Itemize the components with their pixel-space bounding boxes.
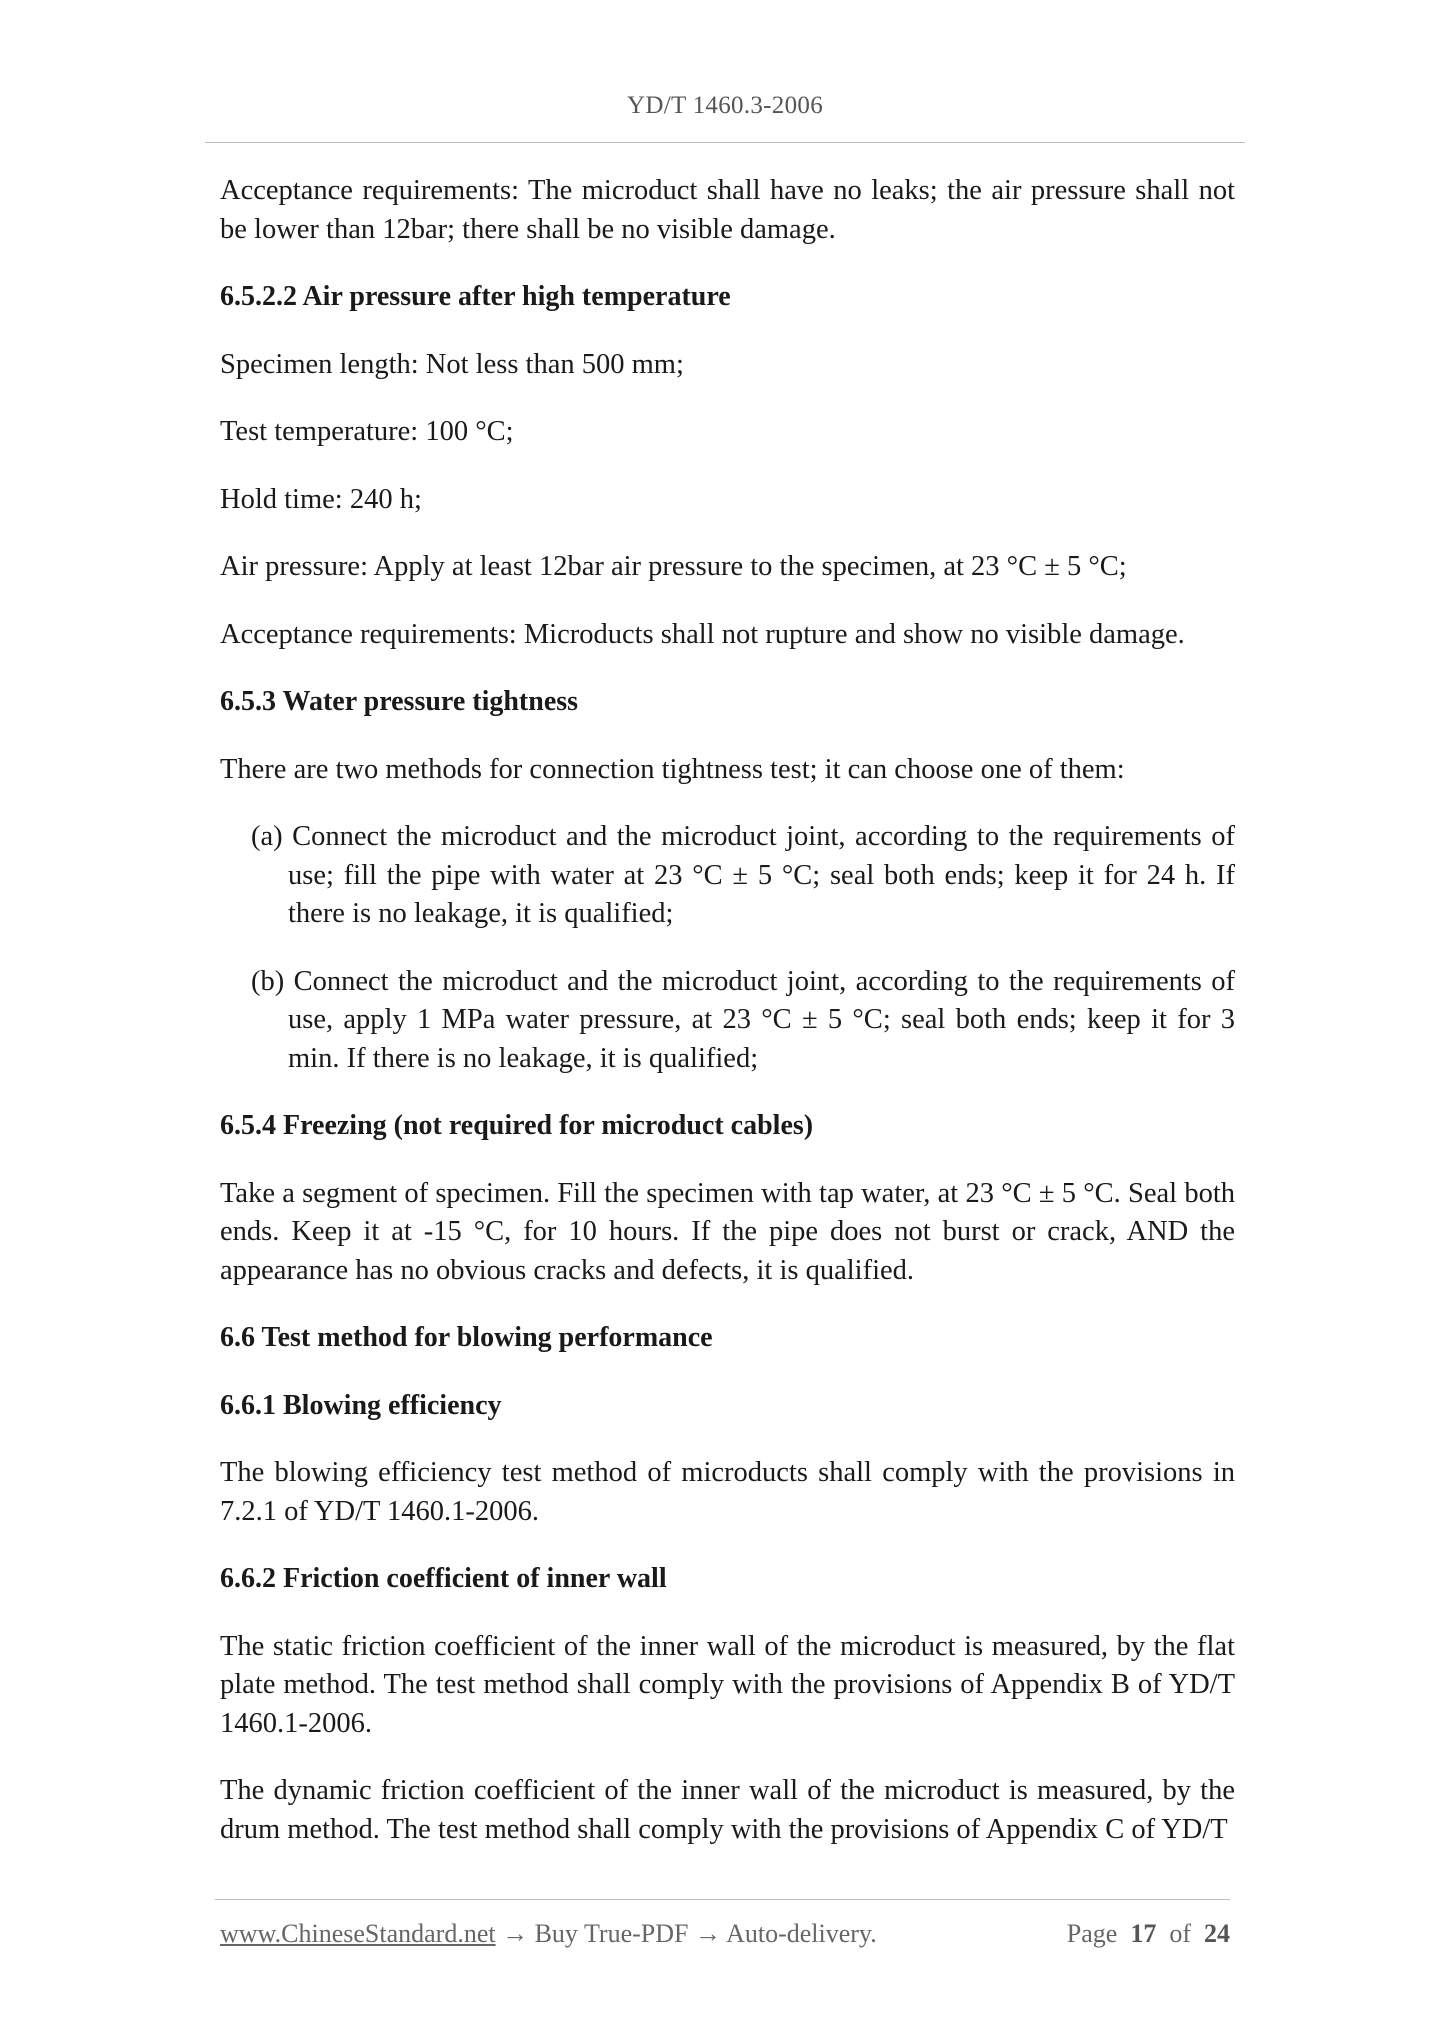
heading-6-5-4: 6.5.4 Freezing (not required for microduct cables) xyxy=(220,1110,814,1141)
page-number xyxy=(1067,1919,1230,1949)
paragraph-blowing-efficiency: The blowing efficiency test method of microducts shall comply with the provisions in 7.2.1 of YD/T 1460.1-2006. xyxy=(220,1457,1235,1527)
heading-6-5-2-2: 6.5.2.2 Air pressure after high temperature xyxy=(220,281,731,312)
header-divider xyxy=(205,142,1245,143)
paragraph-air-pressure: Air pressure: Apply at least 12bar air pressure to the specimen, at 23 °C ± 5 °C; xyxy=(220,551,1127,582)
heading-6-5-3: 6.5.3 Water pressure tightness xyxy=(220,686,579,717)
list-item-a: (a) Connect the microduct and the microduct joint, according to the requirements of use; fill the pipe with water at 23 °C ± 5 °C; seal both ends; keep it for 24 h. If there is no leakage, it is qualified; xyxy=(251,821,1235,929)
paragraph-test-temperature: Test temperature: 100 °C; xyxy=(220,416,514,447)
heading-6-6-2: 6.6.2 Friction coefficient of inner wall xyxy=(220,1563,667,1594)
paragraph-acceptance-1: Acceptance requirements: The microduct shall have no leaks; the air pressure shall not be lower than 12bar; there shall be no visible damage. xyxy=(220,175,1235,245)
paragraph-hold-time: Hold time: 240 h; xyxy=(220,483,422,515)
paragraph-two-methods: There are two methods for connection tightness test; it can choose one of them: xyxy=(220,753,1125,785)
page-label: Page xyxy=(1066,1919,1118,1948)
heading-6-6: 6.6 Test method for blowing performance xyxy=(220,1322,713,1353)
arrow-right-icon: → xyxy=(502,1919,529,1948)
paragraph-freezing: Take a segment of specimen. Fill the specimen with tap water, at 23 °C ± 5 °C. Seal both ends. Keep it at -15 °C, for 10 hours. If the pipe does not burst or crack, AND the appearance has no obvious cracks and defects, it is qualified. xyxy=(220,1177,1235,1286)
footer-promo xyxy=(220,1919,877,1949)
arrow-right-icon: → xyxy=(695,1919,721,1948)
paragraph-specimen-length: Specimen length: Not less than 500 mm; xyxy=(220,348,684,380)
buy-true-pdf-text: Buy True-PDF xyxy=(534,1919,689,1948)
paragraph-static-friction: The static friction coefficient of the inner wall of the microduct is measured, by the flat plate method. The test method shall comply with the provisions of Appendix B of YD/T 1460.1-2006. xyxy=(220,1630,1235,1739)
auto-delivery-text: Auto-delivery. xyxy=(726,1919,877,1948)
heading-6-6-1: 6.6.1 Blowing efficiency xyxy=(220,1389,502,1421)
of-label: of xyxy=(1169,1919,1191,1948)
page-current: 17 xyxy=(1130,1919,1157,1948)
document-body xyxy=(220,172,1235,1878)
page-header: YD/T 1460.3-2006 xyxy=(627,92,823,119)
website-link[interactable]: www.ChineseStandard.net xyxy=(220,1919,496,1948)
footer-divider xyxy=(215,1899,1230,1900)
paragraph-acceptance-2: Acceptance requirements: Microducts shall not rupture and show no visible damage. xyxy=(220,618,1185,650)
paragraph-dynamic-friction: The dynamic friction coefficient of the inner wall of the microduct is measured, by the drum method. The test method shall comply with the provisions of Appendix C of YD/T xyxy=(220,1775,1235,1845)
list-item-b: (b) Connect the microduct and the microduct joint, according to the requirements of use, apply 1 MPa water pressure, at 23 °C ± 5 °C; seal both ends; keep it for 3 min. If there is no leakage, it is qualified; xyxy=(251,965,1235,1074)
page-total: 24 xyxy=(1204,1919,1230,1948)
